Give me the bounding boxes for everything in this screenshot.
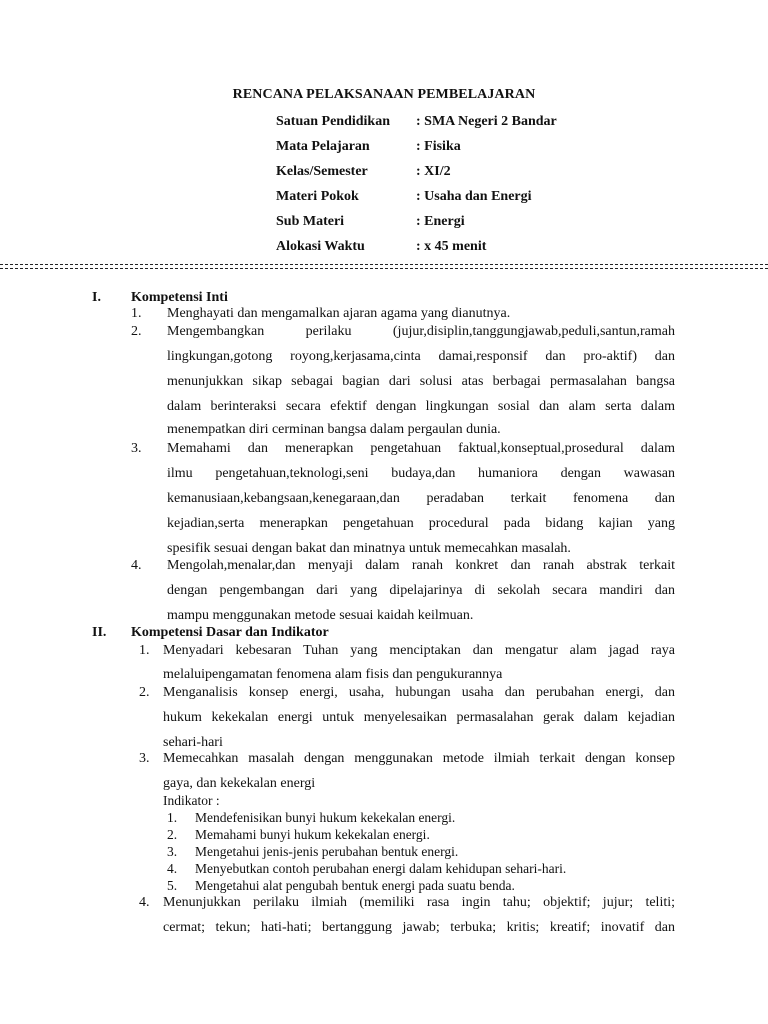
list-line: kemanusiaan,kebangsaan,kenegaraan,dan peradaban terkait fenomena dan	[167, 491, 675, 506]
list-line: Mengembangkan perilaku (jujur,disiplin,tanggungjawab,peduli,santun,ramah	[167, 324, 675, 339]
list-line: lingkungan,gotong royong,kerjasama,cinta damai,responsif dan pro-aktif) dan	[167, 349, 675, 364]
indikator-item: Mengetahui jenis-jenis perubahan bentuk energi.	[195, 844, 459, 859]
header-label: Materi Pokok	[276, 189, 359, 204]
header-value: : SMA Negeri 2 Bandar	[416, 114, 557, 129]
list-line: Menunjukkan perilaku ilmiah (memiliki rasa ingin tahu; objektif; jujur; teliti;	[163, 895, 675, 910]
indikator-label: Indikator :	[163, 793, 220, 808]
header-label: Alokasi Waktu	[276, 239, 365, 254]
indikator-number: 5.	[167, 878, 178, 893]
indikator-number: 4.	[167, 861, 178, 876]
list-number: 3.	[131, 441, 142, 456]
header-row-materi	[276, 189, 532, 205]
document-title: RENCANA PELAKSANAAN PEMBELAJARAN	[232, 87, 536, 102]
indikator-item: Mengetahui alat pengubah bentuk energi pada suatu benda.	[195, 878, 515, 893]
header-row-mapel	[276, 139, 461, 155]
header-value: : Usaha dan Energi	[416, 189, 532, 204]
list-line: Memecahkan masalah dengan menggunakan metode ilmiah terkait dengan konsep	[163, 751, 675, 766]
header-label: Sub Materi	[276, 214, 345, 229]
list-number: 1.	[131, 306, 142, 321]
header-label: Satuan Pendidikan	[276, 114, 390, 129]
list-line: Mengolah,menalar,dan menyaji dalam ranah konkret dan ranah abstrak terkait	[167, 558, 675, 573]
list-line: Memahami dan menerapkan pengetahuan faktual,konseptual,prosedural dalam	[167, 441, 675, 456]
indikator-number: 1.	[167, 810, 178, 825]
indikator-number: 2.	[167, 827, 178, 842]
list-line: kejadian,serta menerapkan pengetahuan procedural pada bidang kajian yang	[167, 516, 675, 531]
header-row-satuan	[276, 114, 557, 130]
header-value: : x 45 menit	[416, 239, 487, 254]
indikator-item: Memahami bunyi hukum kekekalan energi.	[195, 827, 430, 842]
header-label: Kelas/Semester	[276, 164, 368, 179]
list-line: Menyadari kebesaran Tuhan yang menciptakan dan mengatur alam jagad raya	[163, 643, 675, 658]
indikator-number: 3.	[167, 844, 178, 859]
list-line: spesifik sesuai dengan bakat dan minatnya untuk memecahkan masalah.	[167, 541, 571, 556]
list-line: dalam berinteraksi secara efektif dengan lingkungan sosial dan alam serta dalam	[167, 399, 675, 414]
section-title: Kompetensi Inti	[131, 290, 228, 305]
list-line: hukum kekekalan energi untuk menyelesaikan permasalahan gerak dalam kejadian	[163, 710, 675, 725]
indikator-item: Mendefenisikan bunyi hukum kekekalan energi.	[195, 810, 456, 825]
section-number: II.	[92, 625, 107, 640]
header-value: : XI/2	[416, 164, 451, 179]
list-line: menunjukkan sikap sebagai bagian dari solusi atas berbagai permasalahan bangsa	[167, 374, 675, 389]
list-number: 1.	[139, 643, 150, 658]
header-value: : Energi	[416, 214, 465, 229]
header-row-submateri	[276, 214, 465, 230]
list-number: 3.	[139, 751, 150, 766]
list-line: menempatkan diri cerminan bangsa dalam pergaulan dunia.	[167, 422, 501, 437]
list-number: 2.	[131, 324, 142, 339]
list-line: Menganalisis konsep energi, usaha, hubungan usaha dan perubahan energi, dan	[163, 685, 675, 700]
section-number: I.	[92, 290, 101, 305]
list-line: sehari-hari	[163, 735, 223, 750]
header-row-alokasi	[276, 239, 486, 255]
list-line: cermat; tekun; hati-hati; bertanggung jawab; terbuka; kritis; kreatif; inovatif dan	[163, 920, 675, 935]
list-line: Menghayati dan mengamalkan ajaran agama yang dianutnya.	[167, 306, 511, 321]
header-value: : Fisika	[416, 139, 461, 154]
list-number: 2.	[139, 685, 150, 700]
list-line: dengan pengembangan dari yang dipelajarinya di sekolah secara mandiri dan	[167, 583, 675, 598]
list-line: gaya, dan kekekalan energi	[163, 776, 316, 791]
list-line: ilmu pengetahuan,teknologi,seni budaya,dan humaniora dengan wawasan	[167, 466, 675, 481]
list-number: 4.	[139, 895, 150, 910]
header-row-kelas	[276, 164, 451, 180]
double-separator	[0, 264, 768, 269]
section-title: Kompetensi Dasar dan Indikator	[131, 625, 329, 640]
indikator-item: Menyebutkan contoh perubahan energi dalam kehidupan sehari-hari.	[195, 861, 567, 876]
list-number: 4.	[131, 558, 142, 573]
header-label: Mata Pelajaran	[276, 139, 370, 154]
list-line: melaluipengamatan fenomena alam fisis dan pengukurannya	[163, 667, 503, 682]
list-line: mampu menggunakan metode sesuai kaidah keilmuan.	[167, 608, 474, 623]
